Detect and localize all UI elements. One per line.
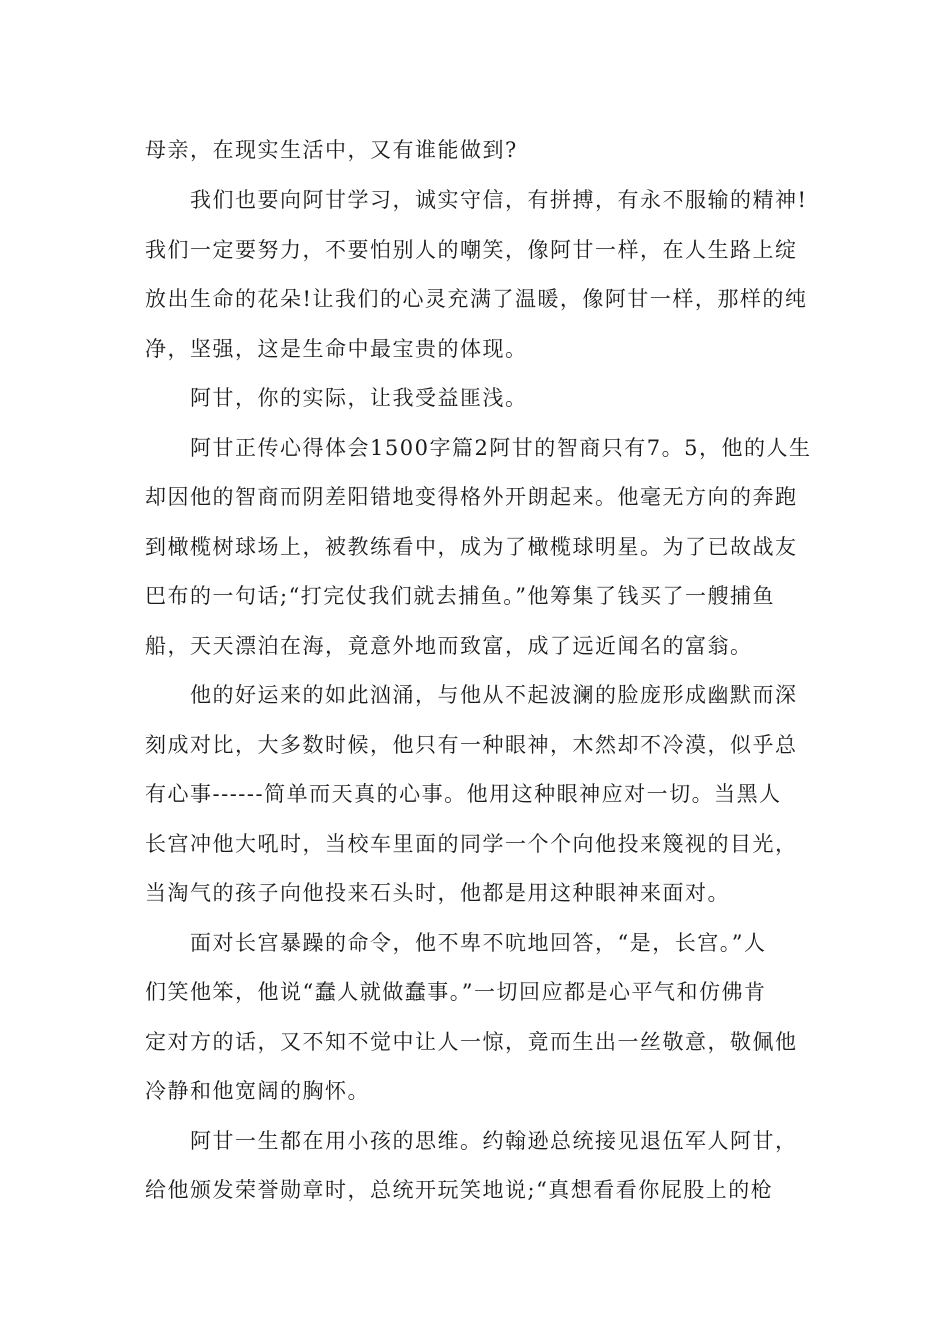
text-line: 定对方的话，又不知不觉中让人一惊，竟而生出一丝敬意，敬佩他 [145,1030,798,1054]
text-line: 母亲，在现实生活中，又有谁能做到? [145,138,518,162]
text-line: 却因他的智商而阴差阳错地变得格外开朗起来。他毫无方向的奔跑 [145,485,798,509]
text-line: 他的好运来的如此汹涌，与他从不起波澜的脸庞形成幽默而深 [190,683,798,707]
text-line: 净，坚强，这是生命中最宝贵的体现。 [145,337,528,361]
text-line: 阿甘，你的实际，让我受益匪浅。 [190,386,528,410]
text-line: 给他颁发荣誉勋章时，总统开玩笑地说;“真想看看你屁股上的枪 [145,1178,774,1202]
text-line: 阿甘正传心得体会1500字篇2阿甘的智商只有7。5，他的人生 [190,436,812,460]
text-line: 冷静和他宽阔的胸怀。 [145,1079,370,1103]
text-line: 我们也要向阿甘学习，诚实守信，有拼搏，有永不服输的精神! [190,188,808,212]
text-line: 们笑他笨，他说“蠢人就做蠢事。”一切回应都是心平气和仿佛肯 [145,980,767,1004]
text-line: 巴布的一句话;“打完仗我们就去捕鱼。”他筹集了钱买了一艘捕鱼 [145,584,776,608]
text-line: 船，天天漂泊在海，竟意外地而致富，成了远近闻名的富翁。 [145,634,753,658]
text-line: 长宫冲他大吼时，当校车里面的同学一个个向他投来篾视的目光， [145,832,798,856]
text-line: 放出生命的花朵!让我们的心灵充满了温暖，像阿甘一样，那样的纯 [145,287,808,311]
text-line: 到橄榄树球场上，被教练看中，成为了橄榄球明星。为了已故战友 [145,535,798,559]
text-line: 有心事------简单而天真的心事。他用这种眼神应对一切。当黑人 [145,782,782,806]
text-line: 我们一定要努力，不要怕别人的嘲笑，像阿甘一样，在人生路上绽 [145,238,798,262]
text-line: 刻成对比，大多数时候，他只有一种眼神，木然却不冷漠，似乎总 [145,733,798,757]
text-line: 面对长宫暴躁的命令，他不卑不吭地回答，“是，长宫。”人 [190,931,767,955]
text-line: 阿甘一生都在用小孩的思维。约翰逊总统接见退伍军人阿甘， [190,1129,798,1153]
text-line: 当淘气的孩子向他投来石头时，他都是用这种眼神来面对。 [145,881,730,905]
